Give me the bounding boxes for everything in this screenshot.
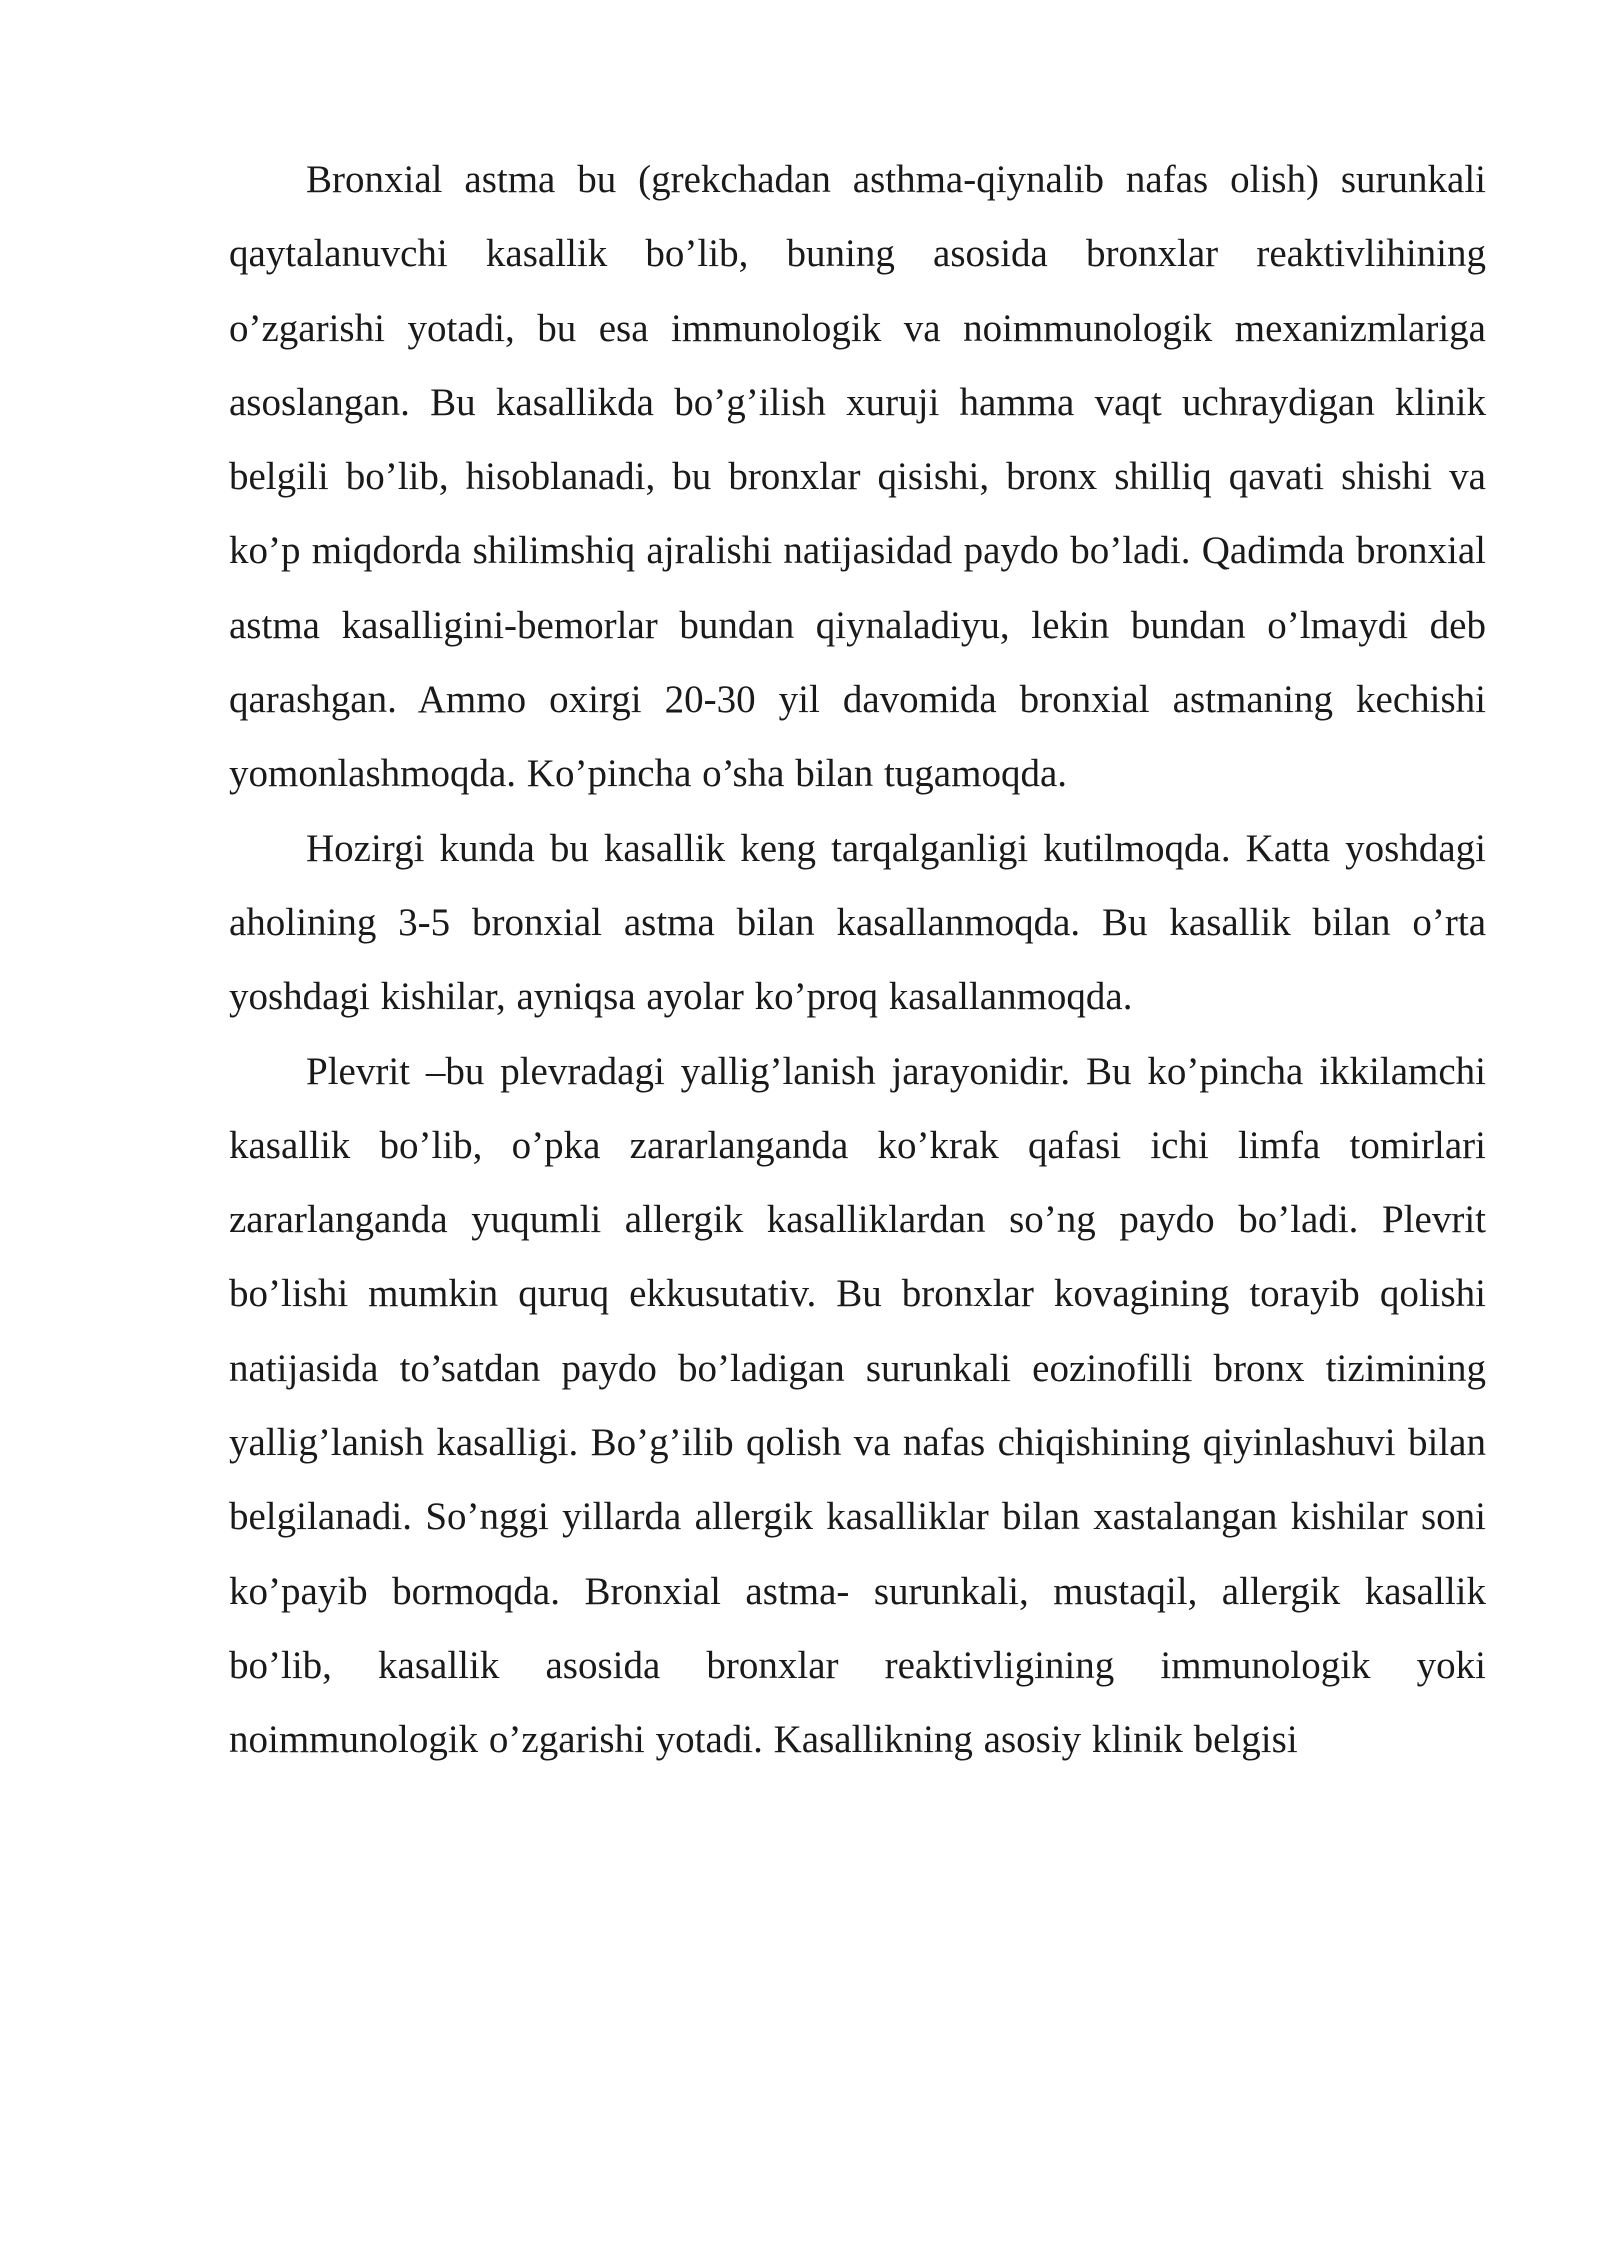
paragraph-prevalence: Hozirgi kunda bu kasallik keng tarqalganligi kutilmoqda. Katta yoshdagi aholining 3-5 bronxial astma bilan kasallanmoqda. Bu kasallik bilan o’rta yoshdagi kishilar, ayniqsa ayolar ko’proq kasallanmoqda.: [229, 826, 1486, 1019]
paragraph-bronchial-asthma: Bronxial astma bu (grekchadan asthma-qiynalib nafas olish) surunkali qaytalanuvchi kasallik bo’lib, buning asosida bronxlar reaktivlihining o’zgarishi yotadi, bu esa immunologik va noimmunologik mexanizmlariga asoslangan. Bu kasallikda bo’g’ilish xuruji hamma vaqt uchraydigan klinik belgili bo’lib, hisoblanadi, bu bronxlar qisishi, bronx shilliq qavati shishi va ko’p miqdorda shilimshiq ajralishi natijasidad paydo bo’ladi. Qadimda bronxial astma kasalligini-bemorlar bundan qiynaladiyu, lekin bundan o’lmaydi deb qarashgan. Ammo oxirgi 20-30 yil davomida bronxial astmaning kechishi yomonlashmoqda. Ko’pincha o’sha bilan tugamoqda.: [229, 158, 1486, 796]
paragraph-pleurisy: Plevrit –bu plevradagi yallig’lanish jarayonidir. Bu ko’pincha ikkilamchi kasallik bo’lib, o’pka zararlanganda ko’krak qafasi ichi limfa tomirlari zararlanganda yuqumli allergik kasalliklardan so’ng paydo bo’ladi. Plevrit bo’lishi mumkin quruq ekkusutativ. Bu bronxlar kovagining torayib qolishi natijasida to’satdan paydo bo’ladigan surunkali eozinofilli bronx tizimining yallig’lanish kasalligi. Bo’g’ilib qolish va nafas chiqishining qiyinlashuvi bilan belgilanadi. So’nggi yillarda allergik kasalliklar bilan xastalangan kishilar soni ko’payib bormoqda. Bronxial astma- surunkali, mustaqil, allergik kasallik bo’lib, kasallik asosida bronxlar reaktivligining immunologik yoki noimmunologik o’zgarishi yotadi. Kasallikning asosiy klinik belgisi: [229, 1049, 1486, 1762]
document-body: [229, 143, 1486, 1778]
